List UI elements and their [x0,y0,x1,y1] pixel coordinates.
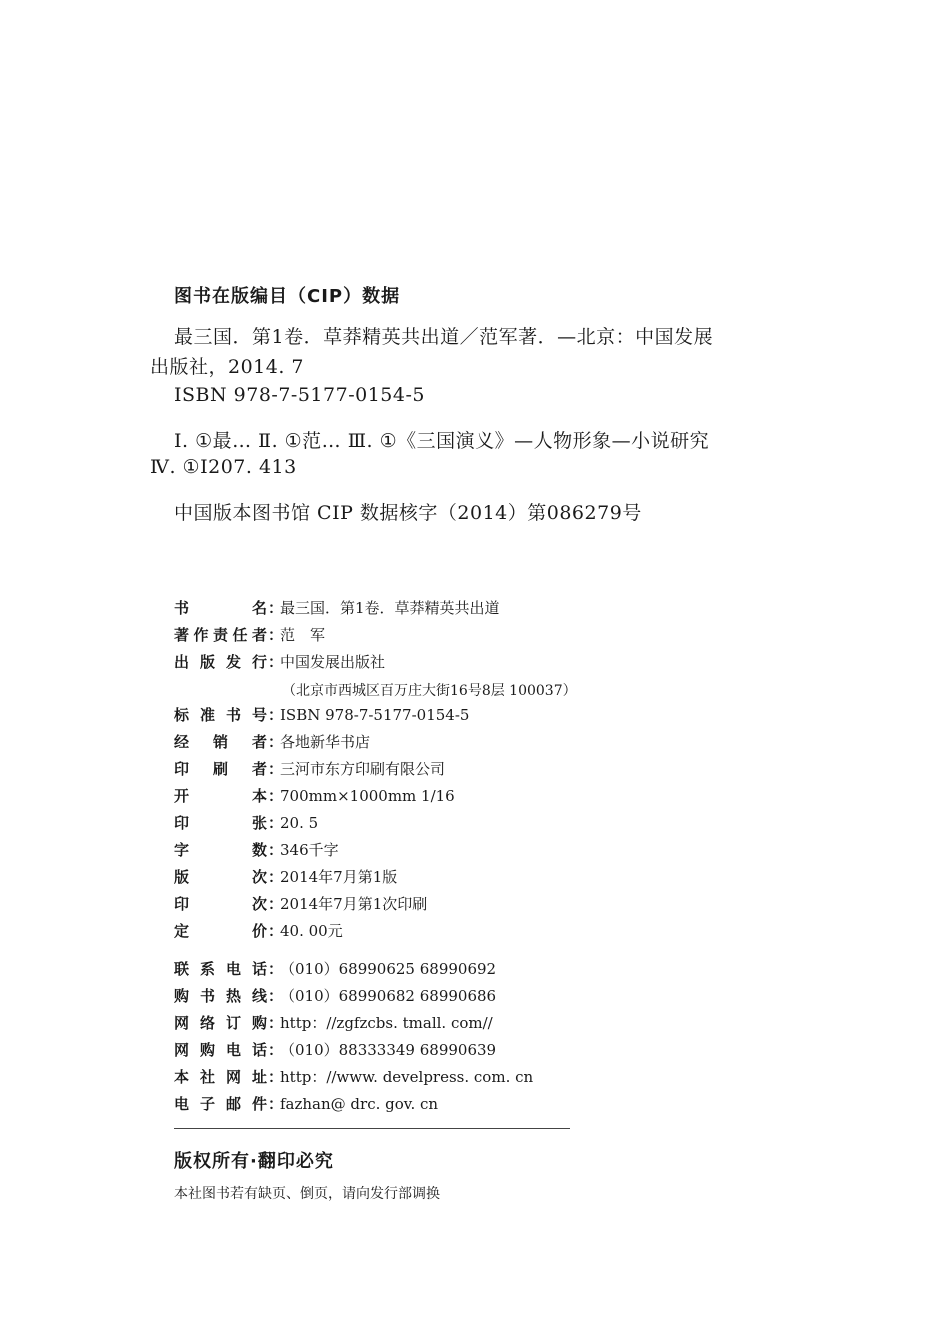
publisher-address: （北京市西城区百万庄大街16号8层 100037） [282,683,577,699]
info-label: 出版发行 [174,653,268,671]
info-colon: ： [268,868,284,886]
info-colon: ： [268,922,284,940]
info-label: 联系电话 [174,960,268,978]
info-row-contact-phone [174,958,496,980]
info-value: 范 军 [280,626,326,644]
info-colon: ： [268,626,284,644]
info-value: 20. 5 [280,814,319,832]
divider-line [174,1128,570,1129]
info-label: 网络订购 [174,1014,268,1032]
info-label: 本社网址 [174,1068,268,1086]
info-row-title [174,597,500,619]
info-value: （010）68990625 68990692 [280,960,497,978]
info-label: 开本 [174,787,268,805]
replacement-notice: 本社图书若有缺页、倒页，请向发行部调换 [174,1186,440,1202]
cip-record-number: 中国版本图书馆 CIP 数据核字（2014）第086279号 [174,502,642,524]
info-colon: ： [268,1014,284,1032]
info-value: 700mm×1000mm 1/16 [280,787,455,805]
info-value: 各地新华书店 [280,733,371,751]
info-row-price [174,920,343,942]
info-row-edition [174,866,397,888]
cip-isbn: ISBN 978-7-5177-0154-5 [174,384,425,406]
info-colon: ： [268,841,284,859]
info-row-order-hotline [174,985,496,1007]
info-value: 中国发展出版社 [280,653,386,671]
info-colon: ： [268,1068,284,1086]
info-value: 2014年7月第1版 [280,868,398,886]
info-label: 购书热线 [174,987,268,1005]
info-row-distributor [174,731,370,753]
info-colon: ： [268,987,284,1005]
info-label: 印次 [174,895,268,913]
info-colon: ： [268,706,284,724]
cip-citation-line-2: 出版社，2014. 7 [150,356,305,378]
info-label: 网购电话 [174,1041,268,1059]
info-label: 印张 [174,814,268,832]
info-row-publisher [174,651,385,673]
info-row-printer [174,758,445,780]
info-label: 字数 [174,841,268,859]
info-value: 346千字 [280,841,339,859]
info-row-word-count [174,839,339,861]
info-colon: ： [268,653,284,671]
info-row-author [174,624,325,646]
info-label: 版次 [174,868,268,886]
info-colon: ： [268,814,284,832]
info-colon: ： [268,760,284,778]
info-row-online-phone [174,1039,496,1061]
info-value: http：//zgfzcbs. tmall. com// [280,1014,493,1032]
info-value: 三河市东方印刷有限公司 [280,760,446,778]
cip-citation-line-1: 最三国．第1卷．草莽精英共出道／范军著．—北京：中国发展 [174,326,714,348]
copyright-notice: 版权所有·翻印必究 [174,1151,334,1172]
info-colon: ： [268,599,284,617]
info-row-website [174,1066,533,1088]
info-label: 印刷者 [174,760,268,778]
info-value: （010）88333349 68990639 [280,1041,497,1059]
cip-title: 图书在版编目（CIP）数据 [174,286,401,307]
info-colon: ： [268,895,284,913]
info-value: fazhan@ drc. gov. cn [280,1095,439,1113]
cip-classification-line-1: Ⅰ. ①最… Ⅱ. ①范… Ⅲ. ①《三国演义》—人物形象—小说研究 [174,430,710,452]
info-colon: ： [268,787,284,805]
info-row-printing [174,893,427,915]
info-label: 著作责任者 [174,626,268,644]
info-colon: ： [268,960,284,978]
info-row-email [174,1093,438,1115]
info-colon: ： [268,1095,284,1113]
info-value: http：//www. develpress. com. cn [280,1068,534,1086]
info-colon: ： [268,733,284,751]
info-label: 书名 [174,599,268,617]
info-label: 标准书号 [174,706,268,724]
info-row-format [174,785,455,807]
info-value: 2014年7月第1次印刷 [280,895,428,913]
info-value: （010）68990682 68990686 [280,987,497,1005]
info-value: 40. 00元 [280,922,343,940]
info-colon: ： [268,1041,284,1059]
info-label: 经销者 [174,733,268,751]
info-label: 定价 [174,922,268,940]
info-value: 最三国．第1卷．草莽精英共出道 [280,599,500,617]
cip-classification-line-2: Ⅳ. ①I207. 413 [150,456,297,478]
info-row-online-order [174,1012,493,1034]
info-row-isbn [174,704,469,726]
info-label: 电子邮件 [174,1095,268,1113]
info-row-sheets [174,812,318,834]
info-value: ISBN 978-7-5177-0154-5 [280,706,470,724]
